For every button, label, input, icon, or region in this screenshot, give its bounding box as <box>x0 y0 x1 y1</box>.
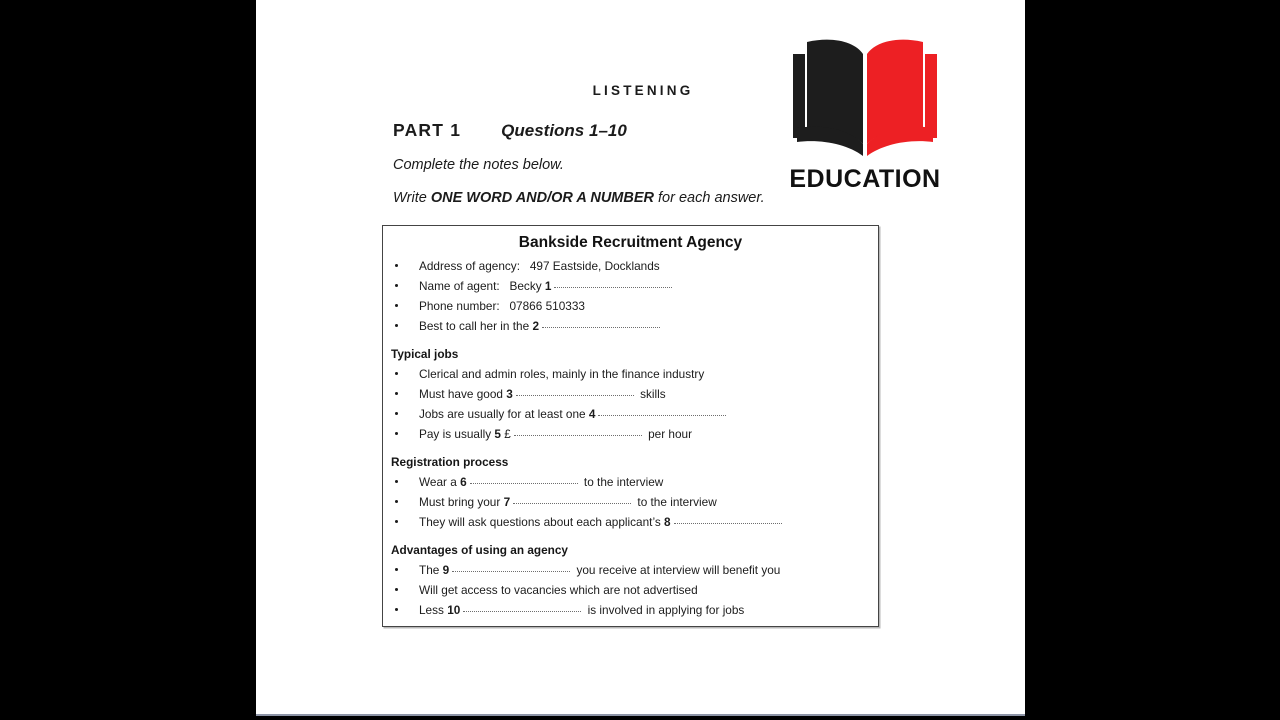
answer-blank[interactable] <box>598 415 726 416</box>
bullet-text-pre: Less <box>419 603 448 617</box>
bullet-dot-icon <box>395 432 398 435</box>
bullet-dot-icon <box>395 568 398 571</box>
notes-bullet-item <box>383 512 878 532</box>
exam-page <box>256 0 1025 716</box>
bullet-text-pre: The <box>419 563 443 577</box>
notes-bullet-item <box>383 424 878 444</box>
notes-group-heading: Advantages of using an agency <box>391 543 568 557</box>
bullet-dot-icon <box>395 500 398 503</box>
notes-bullet-item <box>383 580 878 600</box>
notes-bullet-item <box>383 600 878 620</box>
notes-group <box>383 347 878 444</box>
notes-bullet-list <box>383 364 878 444</box>
bullet-dot-icon <box>395 264 398 267</box>
bullet-text-pre: Best to call her in the <box>419 319 533 333</box>
notes-group <box>383 543 878 620</box>
bullet-text-pre: They will ask questions about each applicant’s <box>419 515 665 529</box>
notes-bullet-item <box>383 560 878 580</box>
notes-bullet-item <box>383 364 878 384</box>
bullet-text-pre: Phone number: 07866 510333 <box>419 299 585 313</box>
answer-blank[interactable] <box>516 395 634 396</box>
notes-bullet-item <box>383 404 878 424</box>
bullet-dot-icon <box>395 520 398 523</box>
questions-range-label: Questions 1–10 <box>501 121 627 140</box>
notes-bullet-list <box>383 472 878 532</box>
bullet-text-pre: Name of agent: Becky <box>419 279 545 293</box>
notes-bullet-item <box>383 276 878 296</box>
bullet-text-post: per hour <box>644 427 693 441</box>
question-number: 10 <box>447 603 461 617</box>
bullet-text-pre: Wear a <box>419 475 461 489</box>
instruction-word-limit-post: for each answer. <box>654 190 765 206</box>
bullet-text-pre: Address of agency: 497 Eastside, Docklands <box>419 259 660 273</box>
bullet-dot-icon <box>395 284 398 287</box>
bullet-text-post: you receive at interview will benefit you <box>573 563 781 577</box>
answer-blank[interactable] <box>513 503 631 504</box>
logo-wordmark: EDUCATION <box>789 165 941 193</box>
notes-group <box>383 256 878 336</box>
bullet-dot-icon <box>395 480 398 483</box>
bullet-text-post: is involved in applying for jobs <box>584 603 745 617</box>
notes-bullet-item <box>383 296 878 316</box>
instruction-word-limit-pre: Write <box>393 190 431 206</box>
bullet-text-mid: £ <box>500 427 511 441</box>
notes-bullet-list <box>383 560 878 620</box>
part-heading-row <box>393 120 627 141</box>
open-book-icon <box>785 32 945 164</box>
question-number: 2 <box>532 319 540 333</box>
bullet-text-pre: Must bring your <box>419 495 504 509</box>
instruction-word-limit-emphasis: ONE WORD AND/OR A NUMBER <box>430 190 654 206</box>
bullet-dot-icon <box>395 372 398 375</box>
bullet-text-post: to the interview <box>580 475 664 489</box>
notes-group-heading: Typical jobs <box>391 347 459 361</box>
notes-title: Bankside Recruitment Agency <box>518 234 743 251</box>
instruction-complete-notes: Complete the notes below. <box>393 157 564 173</box>
bullet-text-pre: Must have good <box>419 387 507 401</box>
bullet-dot-icon <box>395 412 398 415</box>
bullet-dot-icon <box>395 392 398 395</box>
notes-bullet-item <box>383 492 878 512</box>
notes-bullet-item <box>383 384 878 404</box>
notes-group <box>383 455 878 532</box>
notes-groups <box>383 256 878 620</box>
question-number: 5 <box>494 427 501 441</box>
bullet-text-post: skills <box>636 387 666 401</box>
answer-blank[interactable] <box>542 327 660 328</box>
answer-blank[interactable] <box>674 523 782 524</box>
notes-bullet-list <box>383 256 878 336</box>
answer-blank[interactable] <box>470 483 578 484</box>
answer-blank[interactable] <box>463 611 581 612</box>
bullet-text-pre: Jobs are usually for at least one <box>419 407 589 421</box>
question-number: 7 <box>503 495 511 509</box>
bullet-dot-icon <box>395 324 398 327</box>
bullet-text-pre: Clerical and admin roles, mainly in the finance industry <box>419 367 705 381</box>
bullet-text-pre: Pay is usually <box>419 427 495 441</box>
bullet-text-post: to the interview <box>634 495 717 509</box>
answer-blank[interactable] <box>554 287 672 288</box>
part-label: PART 1 <box>393 120 462 140</box>
question-number: 3 <box>506 387 513 401</box>
answer-blank[interactable] <box>514 435 642 436</box>
bullet-dot-icon <box>395 588 398 591</box>
bullet-dot-icon <box>395 304 398 307</box>
answer-blank[interactable] <box>452 571 570 572</box>
bullet-text-pre: Will get access to vacancies which are not advertised <box>419 583 698 597</box>
notes-bullet-item <box>383 256 878 276</box>
notes-bullet-item <box>383 472 878 492</box>
question-number: 4 <box>588 407 596 421</box>
notes-box <box>382 225 879 627</box>
instruction-word-limit <box>393 190 765 206</box>
education-logo <box>785 32 945 200</box>
bullet-dot-icon <box>395 608 398 611</box>
question-number: 9 <box>442 563 450 577</box>
question-number: 1 <box>544 279 552 293</box>
bottom-rule <box>256 714 1025 716</box>
notes-group-heading: Registration process <box>391 455 509 469</box>
page-title: LISTENING <box>592 83 694 98</box>
question-number: 8 <box>664 515 671 529</box>
question-number: 6 <box>460 475 467 489</box>
notes-bullet-item <box>383 316 878 336</box>
